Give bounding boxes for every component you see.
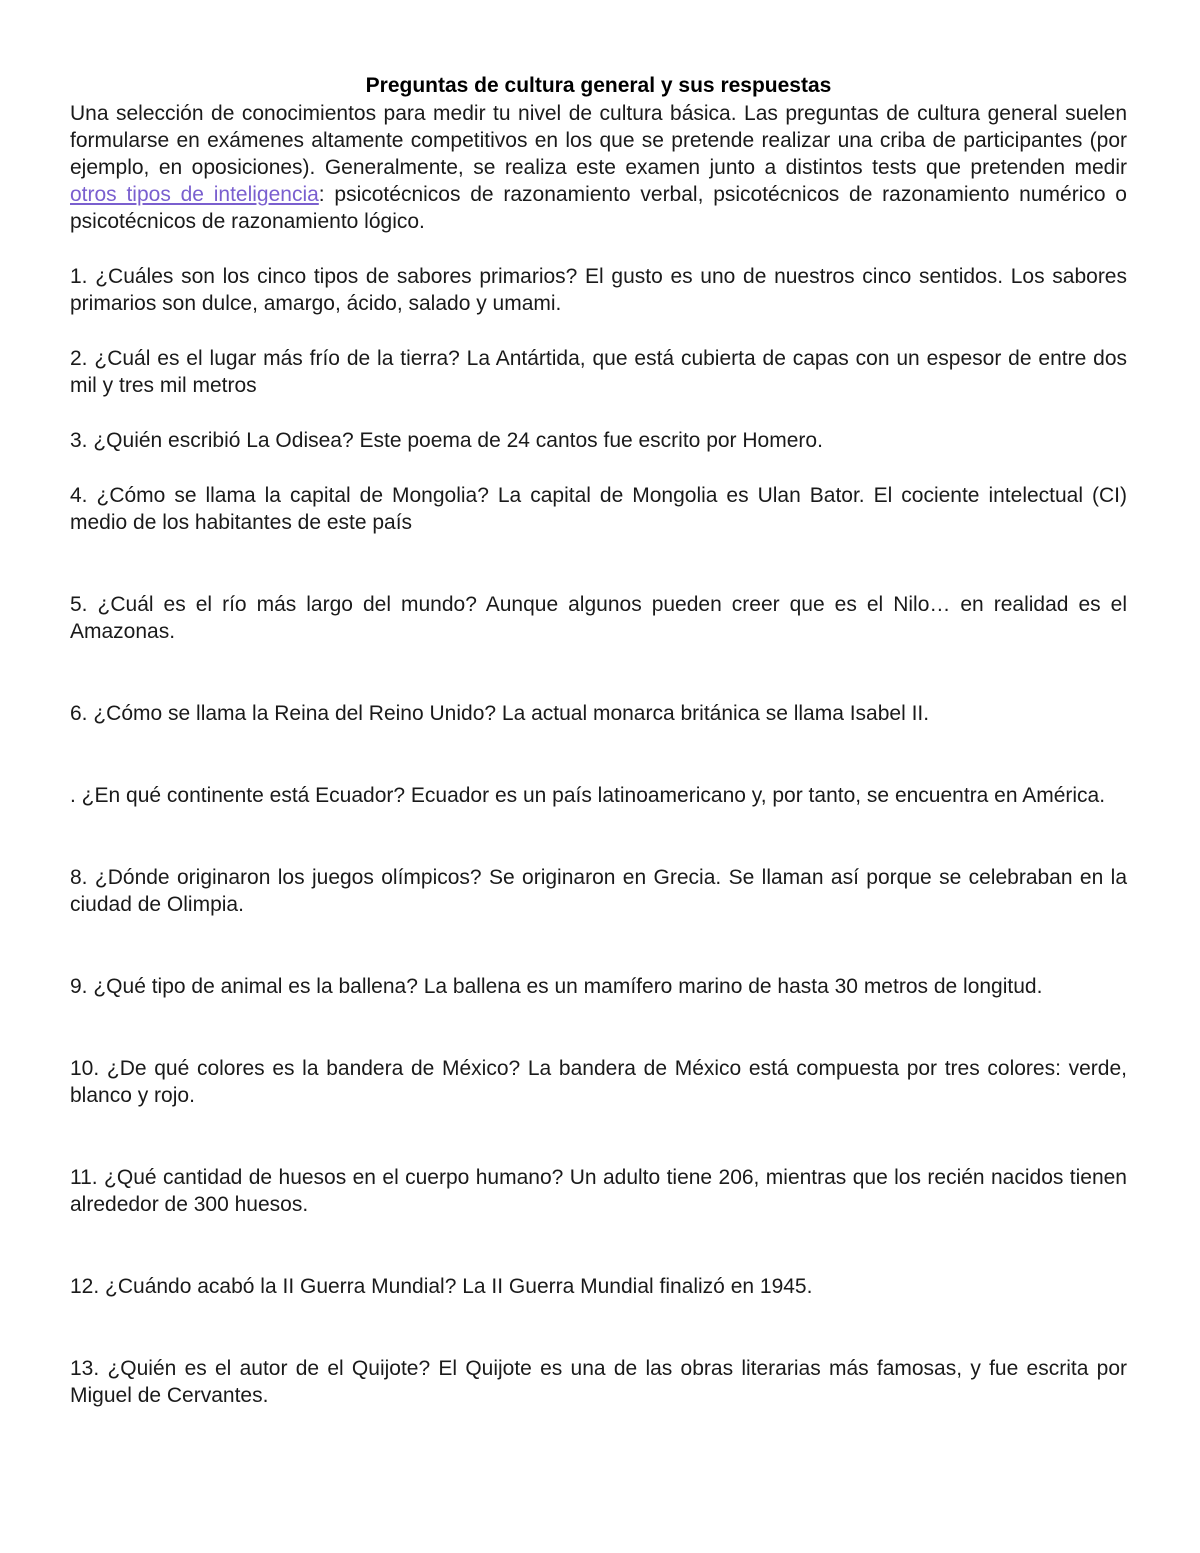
question-11: 11. ¿Qué cantidad de huesos en el cuerpo humano? Un adulto tiene 206, mientras que los recién nacidos tienen alrededor de 300 huesos. <box>70 1166 1127 1216</box>
question-9: 9. ¿Qué tipo de animal es la ballena? La ballena es un mamífero marino de hasta 30 metros de longitud. <box>70 975 1043 998</box>
question-6: 6. ¿Cómo se llama la Reina del Reino Unido? La actual monarca británica se llama Isabel II. <box>70 702 930 725</box>
question-13: 13. ¿Quién es el autor de el Quijote? El Quijote es una de las obras literarias más famosas, y fue escrita por Miguel de Cervantes. <box>70 1357 1127 1407</box>
question-4: 4. ¿Cómo se llama la capital de Mongolia? La capital de Mongolia es Ulan Bator. El cociente intelectual (CI) medio de los habitantes de este país <box>70 484 1127 534</box>
intro-text-after-link: : psicotécnicos de razonamiento verbal, psicotécnicos de razonamiento numérico o psicotécnicos de razonamiento lógico. <box>70 183 1127 233</box>
question-7: . ¿En qué continente está Ecuador? Ecuador es un país latinoamericano y, por tanto, se encuentra en América. <box>70 784 1106 807</box>
intro-text-before-link: Una selección de conocimientos para medir tu nivel de cultura básica. Las preguntas de cultura general suelen formularse en exámenes altamente competitivos en los que se pretende realizar una criba de participantes (por ejemplo, en oposiciones). Generalmente, se realiza este examen junto a distintos tests que pretenden medir <box>70 102 1127 179</box>
question-5: 5. ¿Cuál es el río más largo del mundo? Aunque algunos pueden creer que es el Nilo… en realidad es el Amazonas. <box>70 593 1127 643</box>
question-10: 10. ¿De qué colores es la bandera de México? La bandera de México está compuesta por tres colores: verde, blanco y rojo. <box>70 1057 1127 1107</box>
question-3: 3. ¿Quién escribió La Odisea? Este poema de 24 cantos fue escrito por Homero. <box>70 429 823 452</box>
document-page <box>70 72 1127 1409</box>
question-1: 1. ¿Cuáles son los cinco tipos de sabores primarios? El gusto es uno de nuestros cinco sentidos. Los sabores primarios son dulce, amargo, ácido, salado y umami. <box>70 265 1127 315</box>
question-2: 2. ¿Cuál es el lugar más frío de la tierra? La Antártida, que está cubierta de capas con un espesor de entre dos mil y tres mil metros <box>70 347 1127 397</box>
question-8: 8. ¿Dónde originaron los juegos olímpicos? Se originaron en Grecia. Se llaman así porque se celebraban en la ciudad de Olimpia. <box>70 866 1127 916</box>
document-title: Preguntas de cultura general y sus respuestas <box>365 74 832 97</box>
intelligence-types-link[interactable]: otros tipos de inteligencia <box>70 183 319 206</box>
intro-paragraph <box>70 100 1127 235</box>
question-12: 12. ¿Cuándo acabó la II Guerra Mundial? La II Guerra Mundial finalizó en 1945. <box>70 1275 813 1298</box>
